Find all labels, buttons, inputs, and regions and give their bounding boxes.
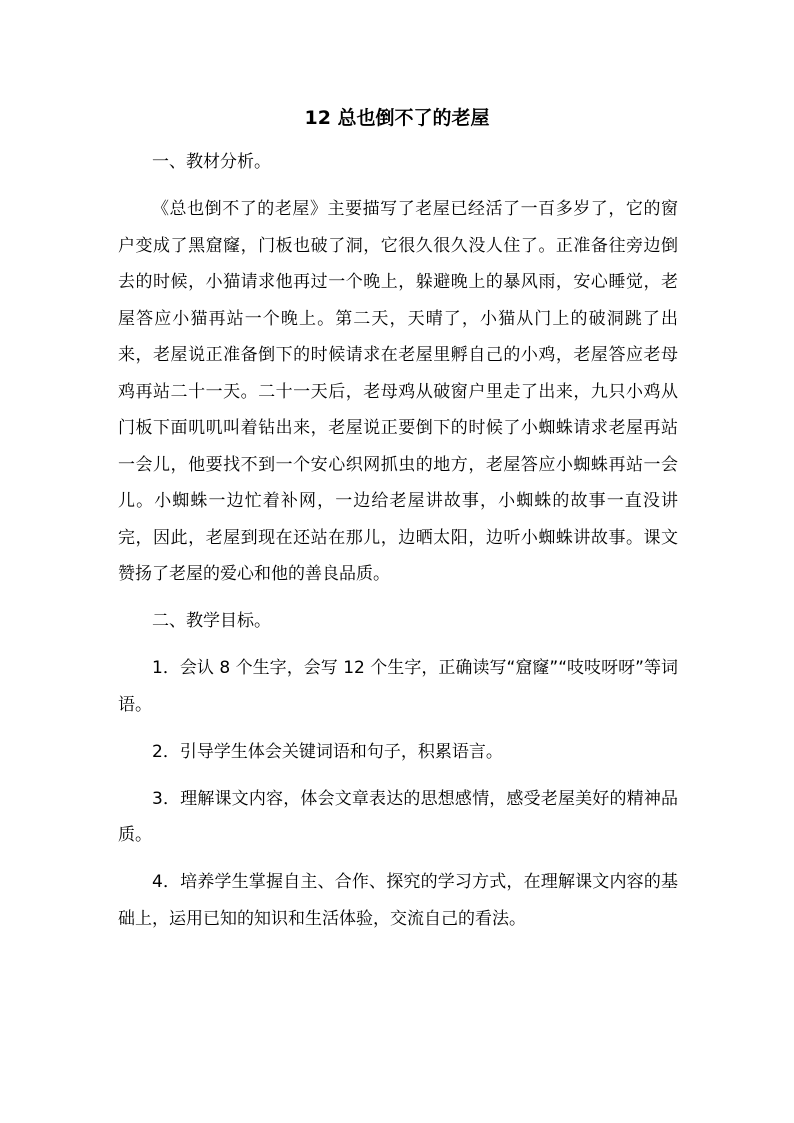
document-body xyxy=(118,144,678,948)
goal-item-3: 3．理解课文内容，体会文章表达的思想感情，感受老屋美好的精神品质。 xyxy=(118,788,678,845)
goal-item-4: 4．培养学生掌握自主、合作、探究的学习方式，在理解课文内容的基础上，运用已知的知识和生活体验，交流自己的看法。 xyxy=(118,872,678,929)
goal-item-2: 2．引导学生体会关键词语和句子，积累语言。 xyxy=(152,741,503,762)
section-heading-teaching-goals: 二、教学目标。 xyxy=(152,611,271,631)
document-title: 12 总也倒不了的老屋 xyxy=(304,107,490,129)
section-heading-textbook-analysis: 一、教材分析。 xyxy=(152,152,271,172)
paragraph-textbook-analysis: 《总也倒不了的老屋》主要描写了老屋已经活了一百多岁了，它的窗户变成了黑窟窿，门板也破了洞，它很久很久没人住了。正准备往旁边倒去的时候，小猫请求他再过一个晚上，躲避晚上的暴风雨，安心睡觉，老屋答应小猫再站一个晚上。第二天，天晴了，小猫从门上的破洞跳了出来，老屋说正准备倒下的时候请求在老屋里孵自己的小鸡，老屋答应老母鸡再站二十一天。二十一天后，老母鸡从破窗户里走了出来，九只小鸡从门板下面叽叽叫着钻出来，老屋说正要倒下的时候了小蜘蛛请求老屋再站一会儿，他要找不到一个安心织网抓虫的地方，老屋答应小蜘蛛再站一会儿。小蜘蛛一边忙着补网，一边给老屋讲故事，小蜘蛛的故事一直没讲完，因此，老屋到现在还站在那儿，边晒太阳，边听小蜘蛛讲故事。课文赞扬了老屋的爱心和他的善良品质。 xyxy=(118,199,678,584)
goal-item-1: 1．会认 8 个生字，会写 12 个生字，正确读写“窟窿”“吱吱呀呀”等词语。 xyxy=(118,658,678,715)
